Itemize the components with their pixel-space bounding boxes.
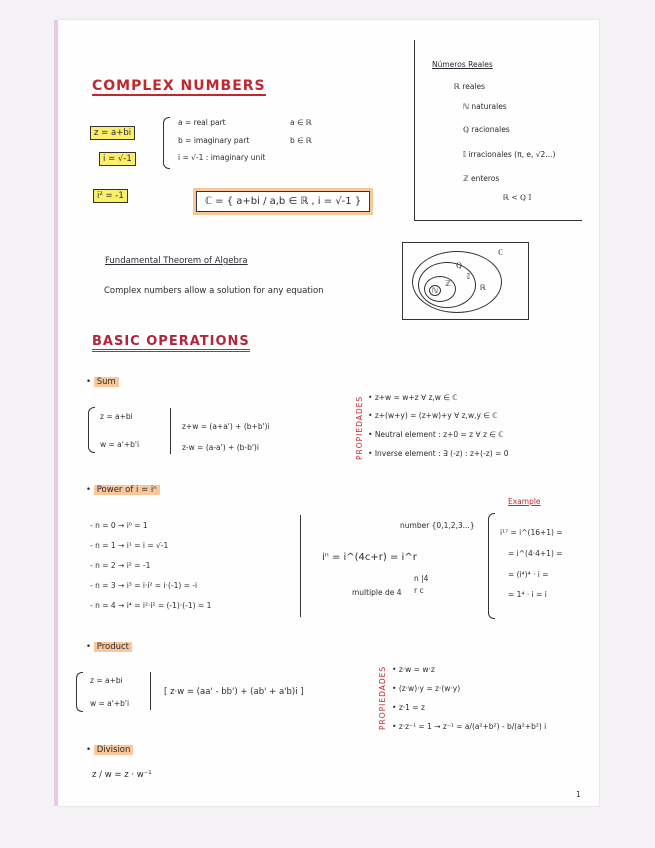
power-row: n = 3 → i³ = i·i² = i·(-1) = -i	[95, 581, 198, 590]
power-division: n |4	[414, 574, 429, 583]
venn-label-r: ℝ	[480, 283, 486, 292]
sum-plus-formula: z+w = (a+a') + (b+b')i	[182, 422, 270, 431]
imaginary-unit-text: i = √-1 : imaginary unit	[178, 153, 266, 162]
reales-item: ℝ reales	[454, 82, 486, 91]
power-row: n = 1 → i¹ = i = √-1	[95, 541, 169, 550]
venn-label-i: 𝕀	[467, 272, 470, 281]
fta-text: Complex numbers allow a solution for any equation	[104, 286, 324, 296]
power-number-note: number {0,1,2,3...}	[400, 521, 475, 530]
sum-property: z+(w+y) = (z+w)+y ∀ z,w,y ∈ ℂ	[374, 411, 498, 420]
product-property: z·1 = z	[398, 703, 425, 712]
power-row: n = 4 → i⁴ = i²·i² = (-1)·(-1) = 1	[95, 601, 212, 610]
sum-property: Inverse element : ∃ (-z) : z+(-z) = 0	[374, 449, 509, 458]
power-formula: iⁿ = i^(4c+r) = i^r	[322, 552, 417, 563]
product-props-label: PROPIEDADES	[378, 665, 387, 730]
power-row: n = 2 → i² = -1	[95, 561, 151, 570]
sum-property: Neutral element : z+0 = z ∀ z ∈ ℂ	[374, 430, 504, 439]
sum-divider	[170, 408, 171, 454]
definitions-brace	[163, 117, 170, 169]
product-z: z = a+bi	[90, 676, 123, 685]
venn-label-n: ℕ	[429, 285, 441, 296]
sum-z: z = a+bi	[100, 412, 133, 421]
imaginary-part-text: b = imaginary part	[178, 136, 250, 145]
example-brace	[488, 513, 495, 619]
example-line: i¹⁷ = i^(16+1) =	[500, 528, 563, 537]
power-row: n = 0 → i⁰ = 1	[95, 521, 148, 530]
power-divider	[300, 515, 301, 617]
basic-operations-heading: BASIC OPERATIONS	[92, 334, 250, 352]
z-definition: z = a+bi	[90, 126, 135, 140]
page-title: COMPLEX NUMBERS	[92, 78, 266, 94]
product-property: z·w = w·z	[398, 665, 435, 674]
product-property: (z·w)·y = z·(w·y)	[398, 684, 461, 693]
real-part-text: a = real part	[178, 118, 226, 127]
venn-label-z: ℤ	[445, 279, 451, 288]
product-divider	[150, 672, 151, 710]
example-label: Example	[508, 497, 541, 506]
sum-w: w = a'+b'i	[100, 440, 140, 449]
i-squared-definition: i² = -1	[93, 189, 128, 203]
venn-label-q: ℚ	[456, 261, 462, 270]
reales-item: ℕ naturales	[463, 102, 507, 111]
example-line: = (i⁴)⁴ · i =	[508, 570, 549, 579]
imaginary-part-set: b ∈ ℝ	[290, 136, 313, 145]
power-division-result: r c	[414, 586, 424, 595]
reales-item: 𝕀 irracionales (π, e, √2...)	[463, 150, 556, 159]
product-title: Product	[94, 642, 132, 652]
reales-title: Números Reales	[432, 60, 493, 69]
sum-title: Sum	[94, 377, 119, 387]
sum-property: z+w = w+z ∀ z,w ∈ ℂ	[374, 393, 458, 402]
power-title: Power of i = iⁿ	[94, 485, 160, 495]
notebook-page	[58, 20, 599, 806]
fta-title: Fundamental Theorem of Algebra	[105, 256, 248, 266]
product-formula: z·w = (aa' - bb') + (ab' + a'b)i	[170, 687, 298, 697]
product-w: w = a'+b'i	[90, 699, 130, 708]
complex-set-definition: ℂ = { a+bi / a,b ∈ ℝ , i = √-1 }	[196, 191, 370, 212]
reales-item: ℤ enteros	[463, 174, 500, 183]
product-property: z·z⁻¹ = 1 → z⁻¹ = a/(a²+b²) - b/(a²+b²) i	[398, 722, 547, 731]
reales-divider	[414, 40, 415, 220]
i-definition: i = √-1	[99, 152, 136, 166]
sum-brace	[88, 407, 95, 453]
page-number: 1	[576, 790, 581, 799]
reales-bracket: ℝ < ℚ 𝕀	[503, 193, 532, 202]
reales-item: ℚ racionales	[463, 125, 510, 134]
real-part-set: a ∈ ℝ	[290, 118, 312, 127]
product-brace	[76, 672, 83, 712]
example-line: = 1⁴ · i = i	[508, 590, 547, 599]
power-multiple-note: multiple de 4	[352, 588, 402, 597]
division-title: Division	[94, 745, 134, 755]
sum-minus-formula: z-w = (a-a') + (b-b')i	[182, 443, 259, 452]
example-line: = i^(4·4+1) =	[508, 549, 563, 558]
sum-props-label: PROPIEDADES	[355, 395, 364, 460]
division-formula: z / w = z · w⁻¹	[92, 770, 152, 780]
venn-label-c: ℂ	[498, 248, 504, 257]
reales-bottom-line	[414, 220, 582, 221]
